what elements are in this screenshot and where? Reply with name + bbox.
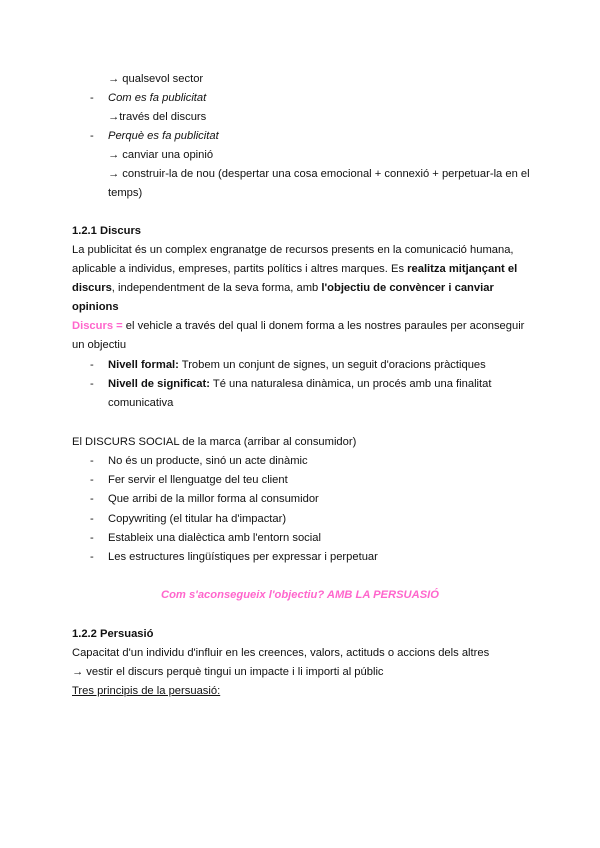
list-dash: -	[90, 359, 94, 371]
list-item: No és un producte, sinó un acte dinàmic	[108, 455, 308, 467]
list-dash: -	[90, 493, 94, 505]
paragraph-line	[72, 243, 528, 257]
definition-line-cont: un objectiu	[72, 339, 127, 351]
bold-text: realitza mitjançant el	[407, 263, 518, 275]
list-dash: -	[90, 474, 94, 486]
list-dash: -	[90, 92, 94, 104]
list-dash: -	[90, 378, 94, 390]
bold-text: discurs	[72, 282, 112, 294]
list-dash: -	[90, 532, 94, 544]
list-item-cont: comunicativa	[108, 397, 174, 409]
list-item-perque: Perquè es fa publicitat	[108, 130, 219, 142]
list-dash: -	[90, 455, 94, 467]
arrow-line-construir: → construir-la de nou (despertar una cosa emocional + connexió + perpetuar-la en el	[108, 168, 530, 180]
list-item-nivell-significat	[108, 377, 492, 391]
section-heading-discurs: 1.2.1 Discurs	[72, 225, 142, 237]
definition-term: Discurs =	[72, 320, 126, 332]
underlined-subheading: Tres principis de la persuasió:	[72, 685, 221, 697]
arrow-line-construir-cont: temps)	[108, 187, 143, 199]
list-dash: -	[90, 551, 94, 563]
list-dash: -	[90, 513, 94, 525]
list-item: Copywriting (el titular ha d'impactar)	[108, 513, 287, 525]
bold-text: opinions	[72, 301, 119, 313]
paragraph-text: , independentment de la seva forma, amb	[111, 282, 322, 294]
paragraph-text: aplicable a individus, empreses, partits polítics i altres marques. Es	[72, 263, 408, 275]
list-item-nivell-formal	[108, 358, 486, 372]
list-item: Que arribi de la millor forma al consumidor	[108, 493, 319, 505]
list-item: Estableix una dialèctica amb l'entorn social	[108, 532, 321, 544]
arrow-line-vestir: → vestir el discurs perquè tingui un impacte i li importi al públic	[72, 666, 384, 678]
paragraph-text: La publicitat és un complex engranatge de recursos presents en la comunicació humana,	[72, 244, 514, 256]
social-heading: El DISCURS SOCIAL de la marca (arribar al consumidor)	[72, 436, 357, 448]
list-item-text: Té una naturalesa dinàmica, un procés amb una finalitat	[209, 378, 492, 390]
list-item: Fer servir el llenguatge del teu client	[108, 474, 288, 486]
section-heading-persuasio: 1.2.2 Persuasió	[72, 628, 154, 640]
paragraph-line	[72, 281, 494, 295]
arrow-line-opinio: → canviar una opinió	[108, 149, 214, 161]
arrow-line-discurs: →través del discurs	[108, 111, 207, 123]
paragraph-line: Capacitat d'un individu d'influir en les creences, valors, actituds o accions dels altres	[72, 647, 490, 659]
arrow-line-sector: → qualsevol sector	[108, 73, 204, 85]
list-item: Les estructures lingüístiques per expressar i perpetuar	[108, 551, 378, 563]
bold-text: l'objectiu de convèncer i canviar	[321, 282, 494, 294]
highlight-question: Com s'aconsegueix l'objectiu? AMB LA PERSUASIÓ	[160, 589, 439, 601]
definition-line	[72, 319, 524, 333]
definition-text: el vehicle a través del qual li donem forma a les nostres paraules per aconseguir	[125, 320, 525, 332]
bold-term: Nivell de significat:	[108, 378, 210, 390]
bold-term: Nivell formal:	[108, 359, 179, 371]
list-dash: -	[90, 130, 94, 142]
list-item-text: Trobem un conjunt de signes, un seguit d'oracions pràctiques	[178, 359, 486, 371]
paragraph-line	[72, 262, 517, 276]
list-item-com-es-fa: Com es fa publicitat	[108, 92, 207, 104]
